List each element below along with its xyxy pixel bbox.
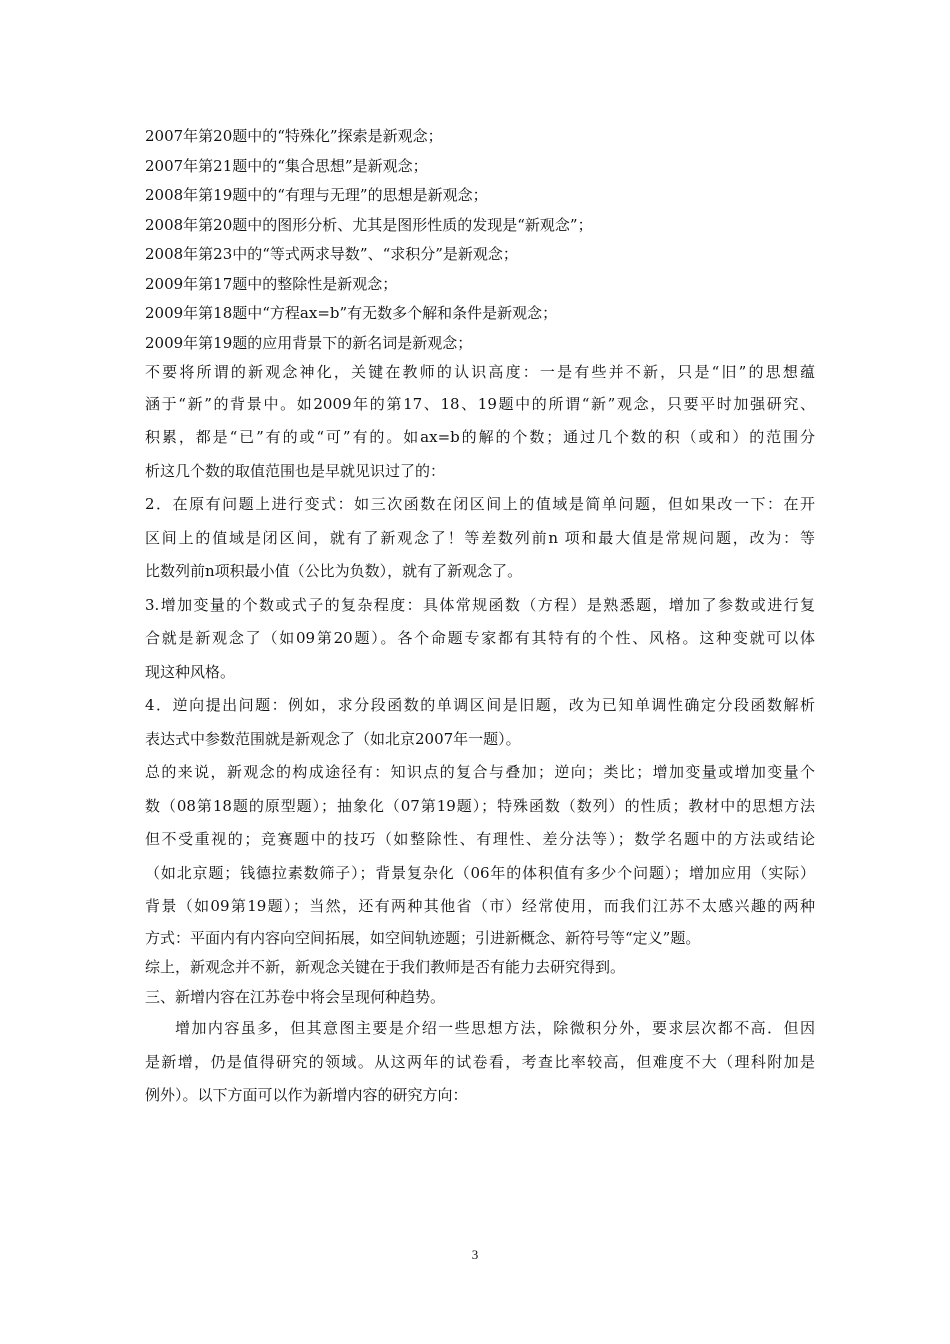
text-line: 4．逆向提出问题：例如，求分段函数的单调区间是旧题，改为已知单调性确定分段函数解析: [145, 696, 815, 714]
section-heading: 三、新增内容在江苏卷中将会呈现何种趋势。: [145, 987, 446, 1006]
page-number: 3: [471, 1247, 479, 1262]
text-line: 不要将所谓的新观念神化，关键在教师的认识高度：一是有些并不新，只是“旧”的思想蕴: [145, 363, 815, 381]
text-line: 例外）。以下方面可以作为新增内容的研究方向：: [145, 1086, 468, 1104]
text-line: 现这种风格。: [145, 662, 236, 681]
text-line: 涵于“新”的背景中。如2009年的第17、18、19题中的所谓“新”观念，只要平时加强研究、: [145, 394, 815, 413]
text-line: 2009年第18题中“方程ax=b”有无数多个解和条件是新观念；: [145, 304, 558, 322]
text-line: 综上，新观念并不新，新观念关键在于我们教师是否有能力去研究得到。: [145, 958, 626, 976]
text-line: 积累，都是“已”有的或“可”有的。如ax=b的解的个数；通过几个数的积（或和）的范围分: [145, 428, 815, 446]
text-line: 比数列前n项积最小值（公比为负数），就有了新观念了。: [145, 562, 523, 580]
document-body: [145, 122, 815, 1113]
text-line: 2008年第23中的“等式两求导数”、“求积分”是新观念；: [145, 245, 518, 263]
text-line: 数（08第18题的原型题）；抽象化（07第19题）；特殊函数（数列）的性质；教材中的思想方法: [145, 796, 815, 815]
text-line: 方式：平面内有内容向空间拓展，如空间轨迹题；引进新概念、新符号等“定义”题。: [145, 928, 701, 947]
text-line: 2009年第19题的应用背景下的新名词是新观念；: [145, 333, 473, 352]
text-line: 增加内容虽多，但其意图主要是介绍一些思想方法，除微积分外，要求层次都不高．但因: [175, 1019, 815, 1037]
text-line: 2．在原有问题上进行变式：如三次函数在闭区间上的值域是简单问题，但如果改一下：在开: [145, 495, 815, 513]
text-line: 2008年第20题中的图形分析、尤其是图形性质的发现是“新观念”；: [145, 215, 593, 234]
text-line: 2007年第20题中的“特殊化”探索是新观念；: [145, 127, 443, 145]
text-line: 合就是新观念了（如09第20题）。各个命题专家都有其特有的个性、风格。这种变就可以体: [145, 629, 815, 647]
text-line: 2008年第19题中的“有理与无理”的思想是新观念；: [145, 186, 488, 204]
text-line: 2009年第17题中的整除性是新观念；: [145, 274, 398, 293]
text-line: 背景（如09第19题）；当然，还有两种其他省（市）经常使用，而我们江苏不太感兴趣的两种: [145, 897, 815, 915]
text-line: 总的来说，新观念的构成途径有：知识点的复合与叠加；逆向；类比；增加变量或增加变量个: [145, 763, 815, 781]
text-line: 区间上的值域是闭区间，就有了新观念了！等差数列前n 项和最大值是常规问题，改为：等: [145, 528, 815, 547]
text-line: 3.增加变量的个数或式子的复杂程度：具体常规函数（方程）是熟悉题，增加了参数或进行复: [145, 595, 815, 614]
text-line: 析这几个数的取值范围也是早就见识过了的：: [145, 461, 446, 480]
text-line: 2007年第21题中的“集合思想”是新观念；: [145, 156, 428, 175]
text-line: 但不受重视的；竞赛题中的技巧（如整除性、有理性、差分法等）；数学名题中的方法或结论: [145, 830, 815, 848]
text-line: 是新增，仍是值得研究的领域。从这两年的试卷看，考查比率较高，但难度不大（理科附加是: [145, 1052, 815, 1071]
text-line: 表达式中参数范围就是新观念了（如北京2007年一题）。: [145, 729, 521, 748]
text-line: （如北京题；钱德拉素数筛子）；背景复杂化（06年的体积值有多少个问题）；增加应用（实际）: [145, 863, 815, 882]
